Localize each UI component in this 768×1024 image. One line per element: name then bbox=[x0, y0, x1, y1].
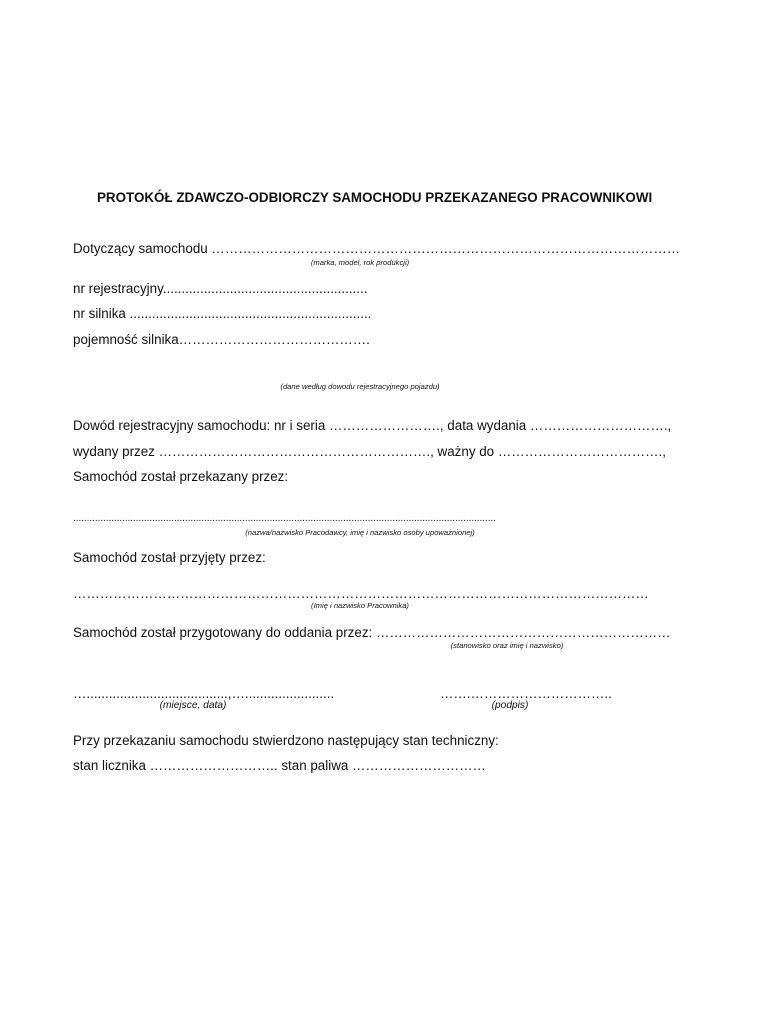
prepared-by-hint: (stanowisko oraz imię i nazwisko) bbox=[450, 641, 564, 650]
place-date-dots: …......................................,…........................ bbox=[73, 686, 335, 701]
vehicle-field: Dotyczący samochodu …………………………………………………………………………………………… bbox=[73, 241, 681, 256]
place-date-hint: (miejsce, data) bbox=[159, 700, 227, 711]
engine-capacity-field: pojemność silnika……………………………………. bbox=[73, 332, 370, 347]
handed-over-by-dots: ........................................................................................................................................................... bbox=[73, 513, 496, 524]
prepared-by-field: Samochód został przygotowany do oddania przez: ………………………………………………………… bbox=[73, 625, 671, 640]
registration-document-field: Dowód rejestracyjny samochodu: nr i seria ……………………., data wydania …………………………., bbox=[73, 418, 672, 433]
received-by-hint: (Imię i nazwisko Pracownika) bbox=[311, 601, 409, 610]
engine-number-field: nr silnika ................................................................. bbox=[73, 306, 372, 321]
received-by-dots: ………………………………………………………………………………………………………………… bbox=[73, 586, 649, 601]
handed-over-by-label: Samochód został przekazany przez: bbox=[73, 469, 289, 484]
signature-hint: (podpis) bbox=[491, 700, 529, 711]
data-source-hint: (dane według dowodu rejestracyjnego pojazdu) bbox=[280, 382, 440, 391]
technical-state-label: Przy przekazaniu samochodu stwierdzono następujący stan techniczny: bbox=[73, 733, 499, 748]
vehicle-field-hint: (marka, model, rok produkcji) bbox=[310, 258, 410, 267]
registration-number-field: nr rejestracyjny....................................................... bbox=[73, 281, 368, 296]
odometer-fuel-field: stan licznika ……………………….. stan paliwa ………………………… bbox=[73, 758, 486, 773]
issued-by-field: wydany przez ……………………………………………………., ważny do ………………………………., bbox=[73, 444, 666, 459]
signature-dots: …….………………………….. bbox=[440, 686, 612, 701]
handed-over-by-hint: (nazwa/nazwisko Pracodawcy, imię i nazwisko osoby upoważnionej) bbox=[245, 528, 475, 537]
document-title: PROTOKÓŁ ZDAWCZO-ODBIORCZY SAMOCHODU PRZEKAZANEGO PRACOWNIKOWI bbox=[97, 190, 653, 205]
received-by-label: Samochód został przyjęty przez: bbox=[73, 550, 266, 565]
